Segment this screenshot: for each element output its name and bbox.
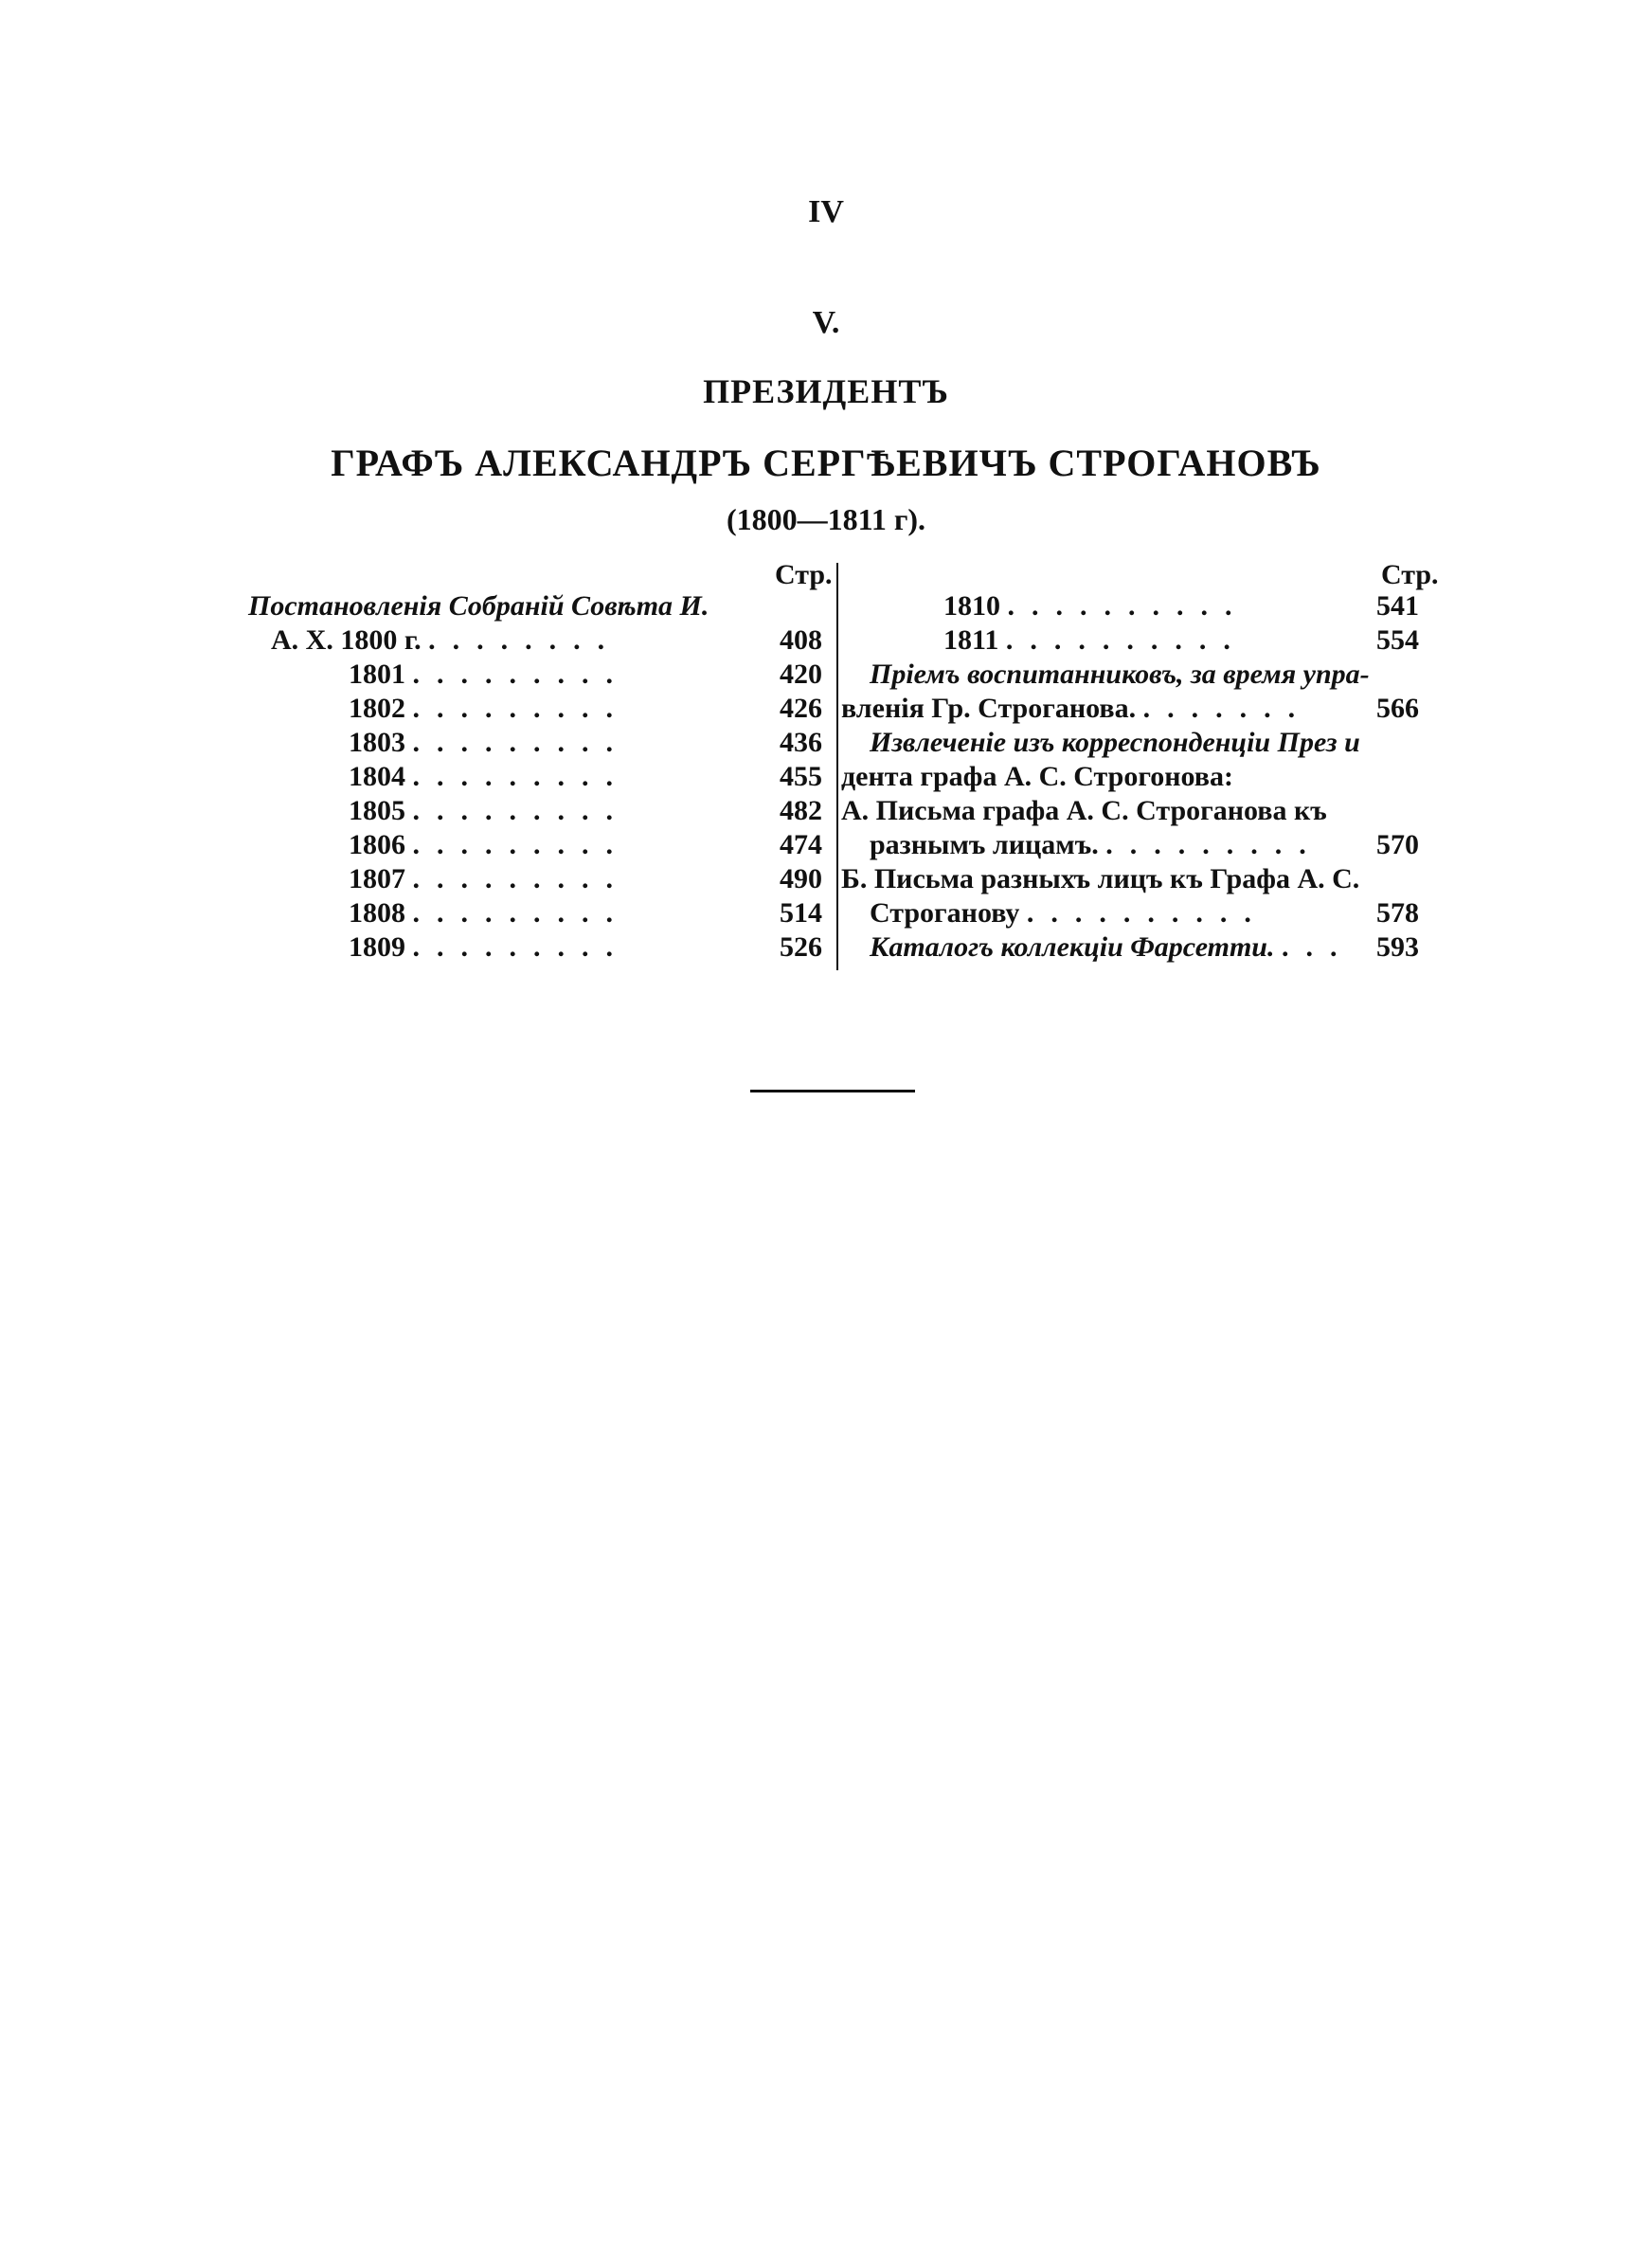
page-1802: 426 (780, 693, 822, 724)
b-line-2: Строганову .......... (870, 897, 1268, 929)
page-1808: 514 (780, 897, 822, 929)
page-1810: 541 (1376, 590, 1419, 622)
page-priem: 566 (1376, 693, 1419, 724)
president-name: ГРАФЪ АЛЕКСАНДРЪ СЕРГѢЕВИЧЪ СТРОГАНОВЪ (331, 442, 1321, 484)
priem-line-2: вленія Гр. Строганова. ....... (841, 693, 1313, 724)
katalog-line: Каталогъ коллекціи Фарсетти. ... (870, 931, 1355, 963)
page-1801: 420 (780, 659, 822, 690)
page-katalog: 593 (1376, 931, 1419, 963)
priem-line-1: Пріемъ воспитанниковъ, за время упра- (870, 659, 1370, 690)
page-1800: 408 (780, 624, 822, 656)
left-row-1801: 1801 ......... (349, 659, 630, 690)
left-row-1802: 1802 ......... (349, 693, 630, 724)
page-1809: 526 (780, 931, 822, 963)
page-1803: 436 (780, 727, 822, 758)
page-number: IV (808, 194, 844, 229)
page-b: 578 (1376, 897, 1419, 929)
left-row-1809: 1809 ......... (349, 931, 630, 963)
left-row-1800 (271, 623, 621, 658)
leader-dots: ........ (428, 624, 622, 656)
right-row-1810: 1810 .......... (943, 590, 1249, 622)
left-page-label: Стр. (775, 559, 833, 590)
izvl-line-2: дента графа А. С. Строгонова: (841, 761, 1233, 792)
page-1805: 482 (780, 795, 822, 826)
right-row-1811: 1811 .......... (943, 624, 1248, 656)
left-row-1803: 1803 ......... (349, 727, 630, 758)
closing-rule (750, 1090, 915, 1092)
left-row-1807: 1807 ......... (349, 863, 630, 894)
izvl-line-1: Извлеченіе изъ корреспонденціи През и (870, 727, 1360, 758)
page-1806: 474 (780, 829, 822, 860)
page-a: 570 (1376, 829, 1419, 860)
left-row-1806: 1806 ......... (349, 829, 630, 860)
page-1804: 455 (780, 761, 822, 792)
left-row-1804: 1804 ......... (349, 761, 630, 792)
right-page-label: Стр. (1381, 559, 1439, 590)
left-heading: Постановленія Собраній Совѣта И. (248, 590, 709, 622)
first-prefix: А. Х. 1800 г. (271, 624, 422, 656)
a-line-2: разнымъ лицамъ. ......... (870, 829, 1323, 860)
years-range: (1800—1811 г). (726, 502, 926, 536)
page-1811: 554 (1376, 624, 1419, 656)
left-row-1808: 1808 ......... (349, 897, 630, 929)
column-divider (836, 563, 838, 970)
b-line-1: Б. Письма разныхъ лицъ къ Графа А. С. (841, 863, 1360, 894)
page-1807: 490 (780, 863, 822, 894)
left-row-1805: 1805 ......... (349, 795, 630, 826)
section-number: V. (812, 305, 840, 340)
section-title: ПРЕЗИДЕНТЪ (703, 372, 949, 410)
a-line-1: А. Письма графа А. С. Строганова къ (841, 795, 1327, 826)
